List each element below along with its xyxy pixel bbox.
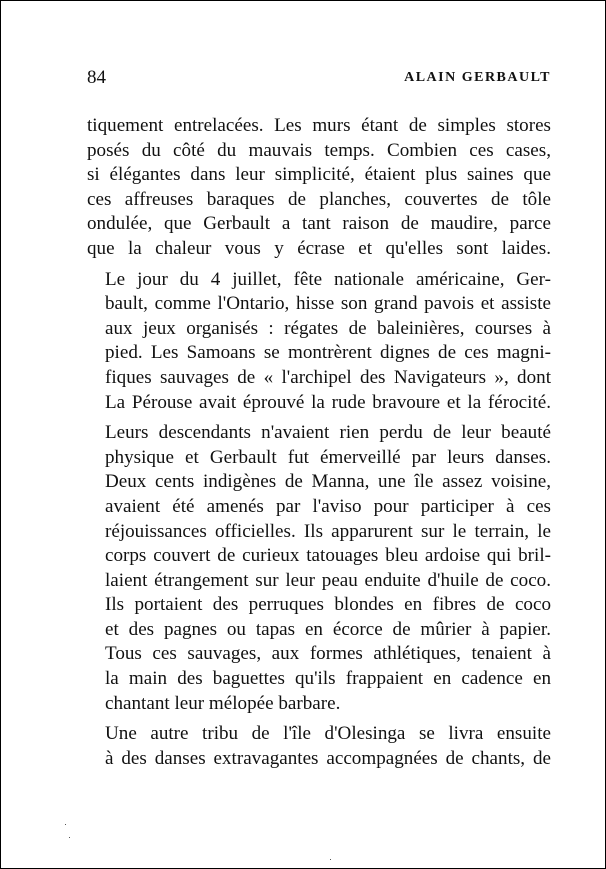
text-line: Le jour du 4 juillet, fête nationale américaine, Ger- [105,268,551,290]
paragraph [87,268,551,416]
text-line: physique et Gerbault fut émerveillé par leurs danses. [105,446,551,468]
text-line: posés du côté du mauvais temps. Combien ces cases, [87,139,551,161]
scan-speck [69,837,70,838]
text-line: Leurs descendants n'avaient rien perdu de leur beauté [105,422,551,444]
text-line: ces affreuses baraques de planches, couvertes de tôle [87,188,551,210]
text-line: corps couvert de curieux tatouages bleu ardoise qui bril- [105,545,551,567]
text-line: laient étrangement sur leur peau enduite d'huile de coco. [105,569,551,591]
text-line: et des pagnes ou tapas en écorce de mûrier à papier. [105,618,551,640]
text-line: Tous ces sauvages, aux formes athlétiques, tenaient à [105,643,551,665]
text-line: que la chaleur vous y écrase et qu'elles sont laides. [87,237,551,259]
paragraph [87,114,551,262]
text-line: Deux cents indigènes de Manna, une île assez voisine, [105,471,551,493]
text-line: à des danses extravagantes accompagnées de chants, de [105,747,551,769]
text-line: avaient été amenés par l'aviso pour participer à ces [105,495,551,517]
text-line: bault, comme l'Ontario, hisse son grand pavois et assiste [105,293,551,315]
text-line: la main des baguettes qu'ils frappaient en cadence en [105,668,551,690]
text-line: Une autre tribu de l'île d'Olesinga se livra ensuite [105,723,551,745]
scan-speck [330,859,331,860]
text-line: réjouissances officielles. Ils apparurent sur le terrain, le [105,520,551,542]
scan-speck [65,824,66,825]
paragraph [87,722,551,771]
text-line: La Pérouse avait éprouvé la rude bravoure et la férocité. [105,391,551,413]
text-line: chantant leur mélopée barbare. [105,692,341,714]
text-line: aux jeux organisés : régates de baleinières, courses à [105,317,551,339]
text-line: pied. Les Samoans se montrèrent dignes de ces magni- [105,342,551,364]
running-head: ALAIN GERBAULT [404,70,551,85]
text-line: Ils portaient des perruques blondes en fibres de coco [105,594,551,616]
text-line: ondulée, que Gerbault a tant raison de maudire, parce [87,213,551,235]
text-line: si élégantes dans leur simplicité, étaient plus saines que [87,164,551,186]
page-header [87,67,551,91]
page-number: 84 [87,67,106,88]
text-line: tiquement entrelacées. Les murs étant de simples stores [87,115,551,136]
text-line: fiques sauvages de « l'archipel des Navigateurs », dont [105,366,551,388]
paragraph [87,421,551,716]
body-text [87,114,551,771]
